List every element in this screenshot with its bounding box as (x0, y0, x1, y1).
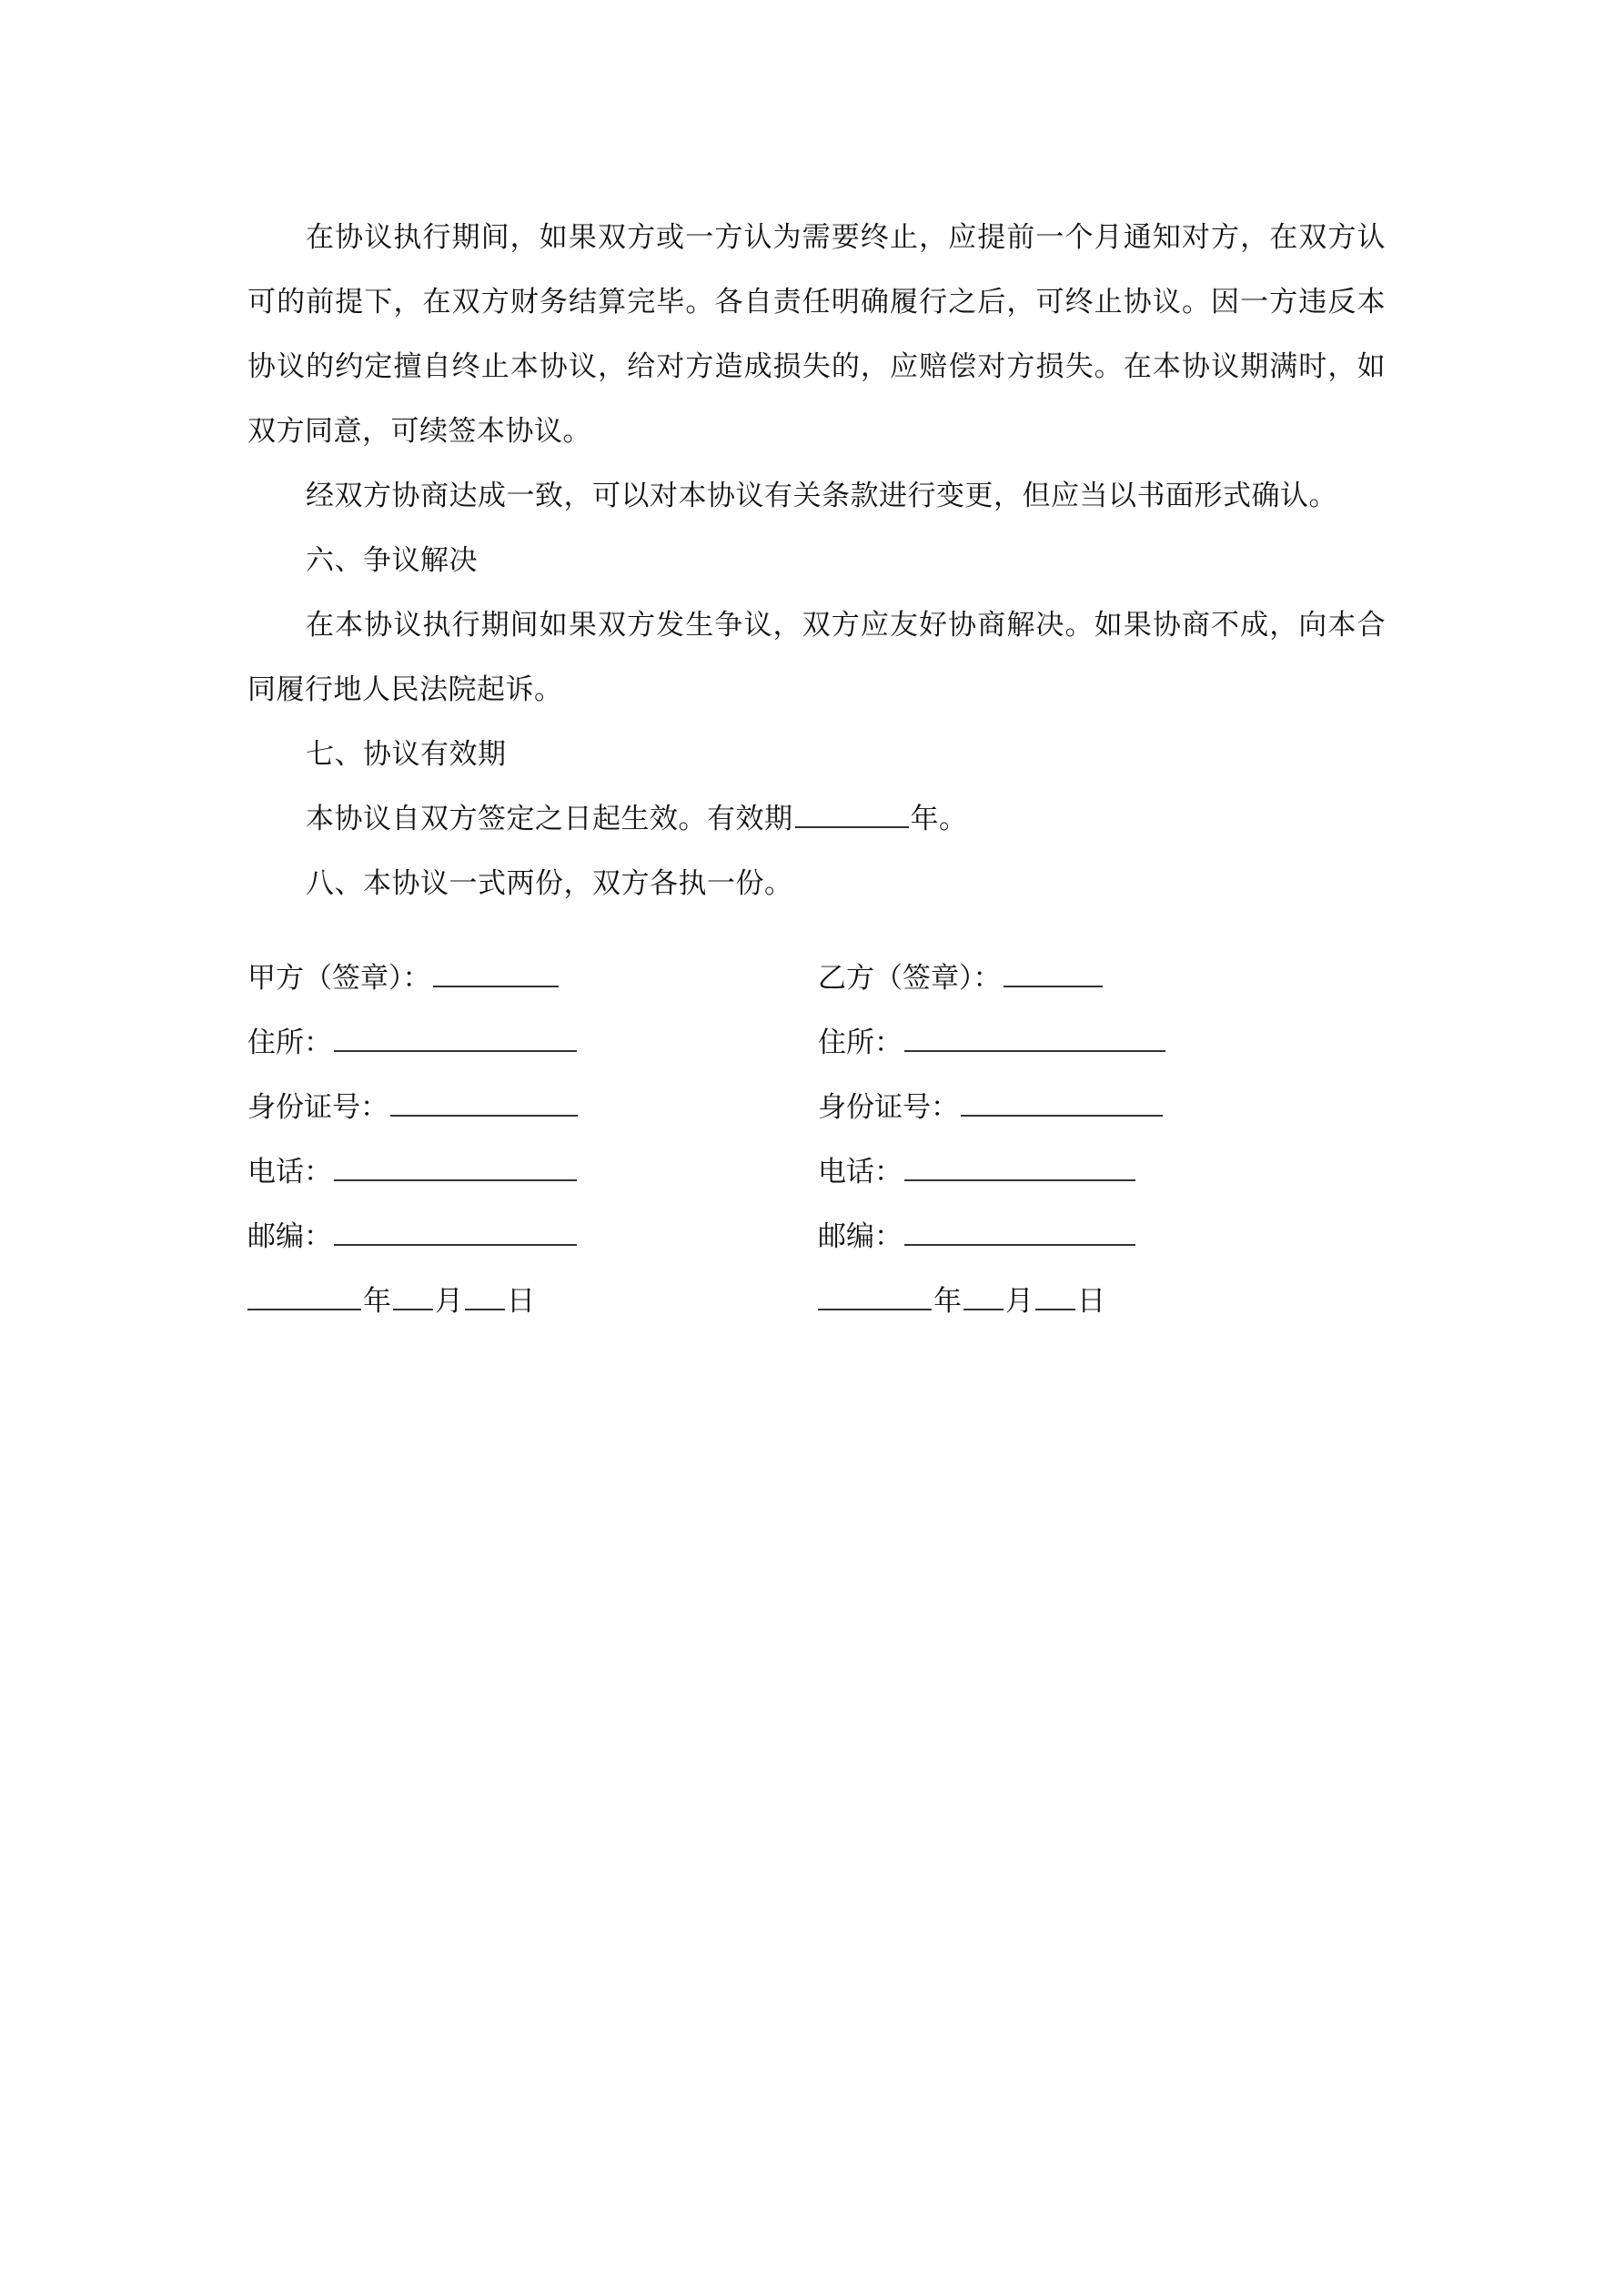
party-b-signature-block (818, 946, 1167, 1334)
party-a-year-blank[interactable] (247, 1283, 361, 1310)
section-heading-validity: 七、协议有效期 (306, 738, 507, 771)
party-a-sign-label: 甲方（签章）： (247, 962, 431, 995)
validity-suffix: 年。 (910, 803, 968, 835)
year-label: 年 (363, 1285, 391, 1318)
party-a-sign-blank[interactable] (433, 960, 559, 987)
month-label: 月 (1005, 1285, 1034, 1318)
party-b-zip-label: 邮编： (818, 1220, 903, 1253)
party-b-id-label: 身份证号： (818, 1091, 959, 1124)
party-b-zip-blank[interactable] (904, 1219, 1135, 1246)
party-a-id-blank[interactable] (390, 1089, 578, 1117)
termination-paragraph: 在协议执行期间，如果双方或一方认为需要终止，应提前一个月通知对方，在双方认可的前提下，在双方财务结算完毕。各自责任明确履行之后，可终止协议。因一方违反本协议的约定擅自终止本协议，给对方造成损失的，应赔偿对方损失。在本协议期满时，如双方同意，可续签本协议。 (247, 221, 1386, 448)
party-b-phone-label: 电话： (818, 1156, 903, 1188)
party-a-signature-block (247, 946, 580, 1334)
party-a-zip-blank[interactable] (334, 1219, 577, 1246)
party-a-day-blank[interactable] (465, 1283, 505, 1310)
party-b-day-blank[interactable] (1035, 1283, 1075, 1310)
section-heading-dispute: 六、争议解决 (306, 544, 478, 577)
validity-prefix: 本协议自双方签定之日起生效。有效期 (306, 803, 793, 835)
party-a-month-blank[interactable] (393, 1283, 433, 1310)
day-label: 日 (507, 1285, 535, 1318)
validity-years-blank[interactable] (795, 801, 909, 828)
party-a-id-label: 身份证号： (247, 1091, 388, 1124)
party-b-sign-blank[interactable] (1004, 960, 1103, 987)
party-b-sign-label: 乙方（签章）： (818, 962, 1002, 995)
party-b-month-blank[interactable] (963, 1283, 1004, 1310)
party-b-address-blank[interactable] (904, 1025, 1165, 1052)
party-b-phone-blank[interactable] (904, 1154, 1135, 1181)
copies-paragraph: 八、本协议一式两份，双方各执一份。 (306, 867, 793, 900)
party-a-address-label: 住所： (247, 1027, 332, 1059)
party-a-phone-blank[interactable] (334, 1154, 577, 1181)
party-b-id-blank[interactable] (961, 1089, 1163, 1117)
party-a-address-blank[interactable] (334, 1025, 577, 1052)
party-b-address-label: 住所： (818, 1027, 903, 1059)
contract-body (247, 206, 1386, 916)
dispute-paragraph: 在本协议执行期间如果双方发生争议，双方应友好协商解决。如果协商不成，向本合同履行地人民法院起诉。 (247, 609, 1386, 706)
party-a-phone-label: 电话： (247, 1156, 332, 1188)
day-label: 日 (1077, 1285, 1105, 1318)
year-label: 年 (933, 1285, 962, 1318)
validity-paragraph (247, 787, 1386, 852)
month-label: 月 (435, 1285, 463, 1318)
amendment-paragraph: 经双方协商达成一致，可以对本协议有关条款进行变更，但应当以书面形式确认。 (306, 480, 1337, 512)
party-a-zip-label: 邮编： (247, 1220, 332, 1253)
party-b-year-blank[interactable] (818, 1283, 932, 1310)
